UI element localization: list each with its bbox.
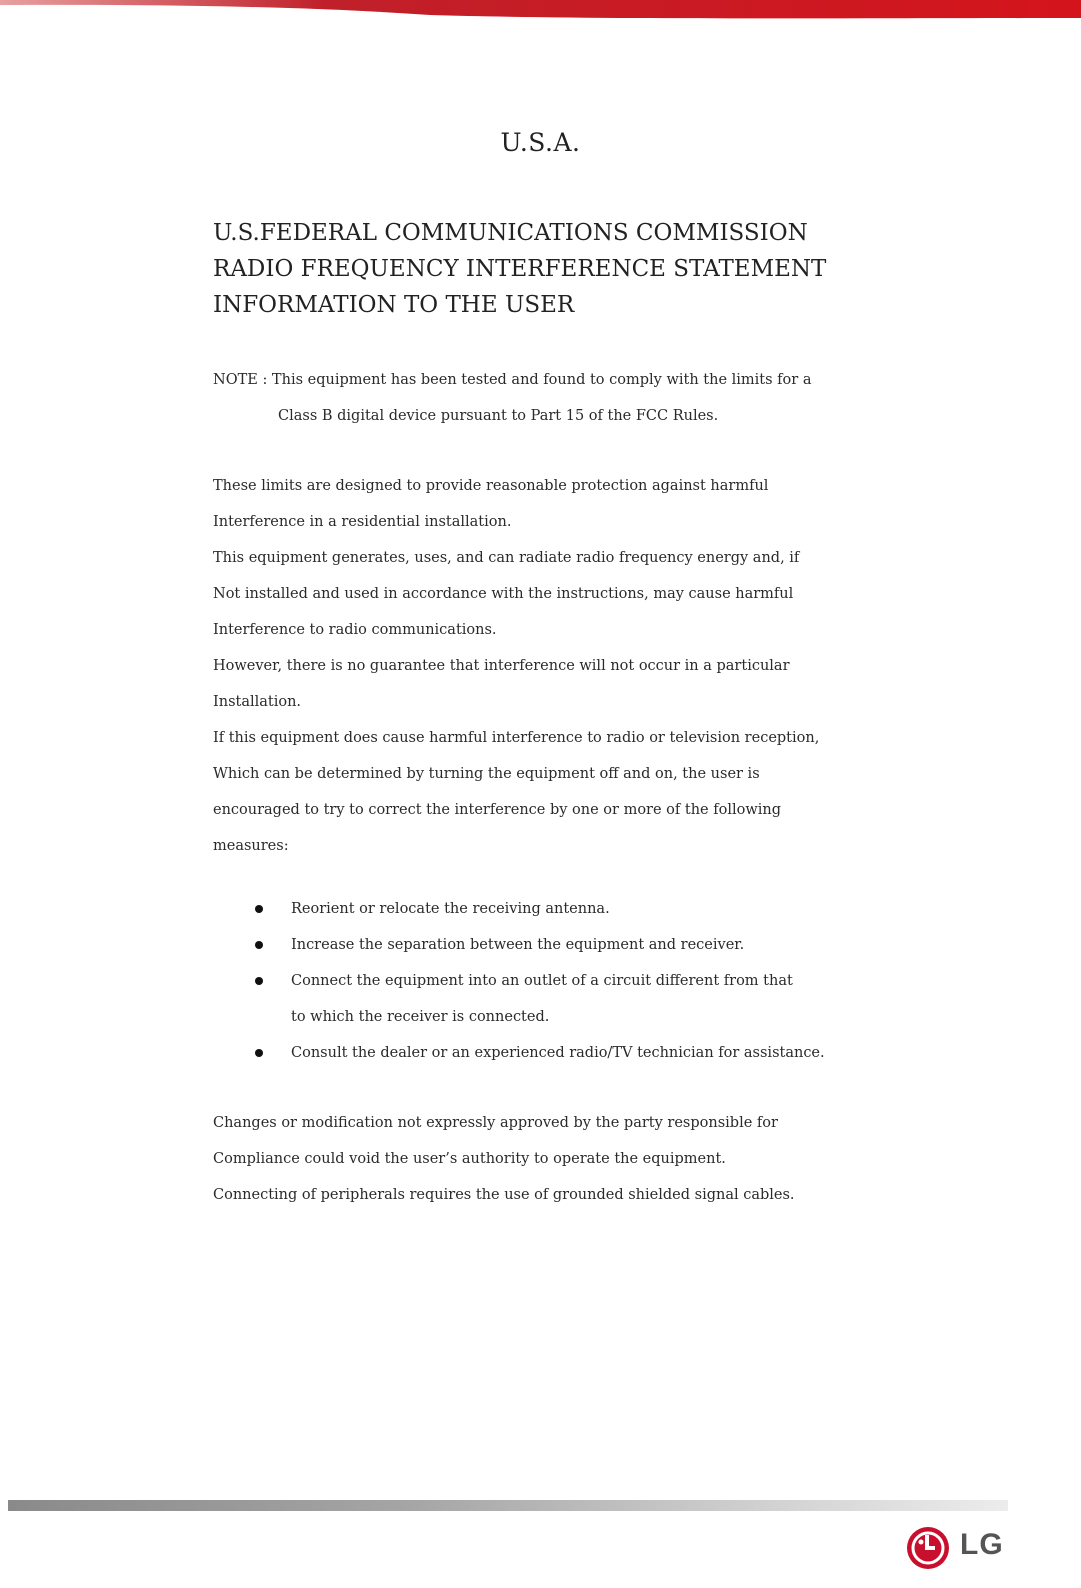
page-title: U.S.A.	[500, 128, 581, 157]
top-decorative-band	[0, 0, 1081, 22]
paragraph-line: However, there is no guarantee that interference will not occur in a particular	[213, 658, 790, 674]
paragraph-line: These limits are designed to provide reasonable protection against harmful	[213, 478, 769, 494]
limits-paragraph	[213, 468, 913, 864]
statement-heading	[213, 215, 913, 323]
paragraph-line: If this equipment does cause harmful interference to radio or television reception,	[213, 730, 820, 746]
list-item-text: Reorient or relocate the receiving antenna.	[291, 901, 610, 917]
closing-paragraph	[213, 1105, 913, 1213]
note-line: Class B digital device pursuant to Part 15 of the FCC Rules.	[278, 408, 719, 424]
list-item	[255, 1035, 955, 1071]
paragraph-line: Installation.	[213, 694, 302, 710]
paragraph-line: Interference in a residential installation.	[213, 514, 512, 530]
list-item-text: Consult the dealer or an experienced radio/TV technician for assistance.	[291, 1045, 825, 1061]
list-item	[255, 963, 955, 1035]
heading-line: INFORMATION TO THE USER	[213, 292, 575, 318]
list-item-text: Connect the equipment into an outlet of a circuit different from that	[291, 973, 793, 989]
measures-list	[255, 891, 955, 1071]
heading-line: U.S.FEDERAL COMMUNICATIONS COMMISSION	[213, 220, 808, 246]
bullet-icon	[255, 1049, 263, 1057]
paragraph-line: Changes or modification not expressly approved by the party responsible for	[213, 1115, 778, 1131]
bullet-icon	[255, 941, 263, 949]
paragraph-line: Not installed and used in accordance with the instructions, may cause harmful	[213, 586, 794, 602]
footer-divider	[8, 1500, 1008, 1511]
paragraph-line: This equipment generates, uses, and can radiate radio frequency energy and, if	[213, 550, 800, 566]
list-item-text: to which the receiver is connected.	[291, 1009, 550, 1025]
list-item	[255, 927, 955, 963]
heading-line: RADIO FREQUENCY INTERFERENCE STATEMENT	[213, 256, 827, 282]
bullet-icon	[255, 905, 263, 913]
note-line: NOTE : This equipment has been tested and found to comply with the limits for a	[213, 372, 812, 388]
paragraph-line: Interference to radio communications.	[213, 622, 497, 638]
paragraph-line: Which can be determined by turning the equipment off and on, the user is	[213, 766, 760, 782]
list-item-text: Increase the separation between the equipment and receiver.	[291, 937, 745, 953]
paragraph-line: Connecting of peripherals requires the use of grounded shielded signal cables.	[213, 1187, 795, 1203]
bullet-icon	[255, 977, 263, 985]
paragraph-line: encouraged to try to correct the interference by one or more of the following	[213, 802, 782, 818]
list-item	[255, 891, 955, 927]
paragraph-line: measures:	[213, 838, 289, 854]
paragraph-line: Compliance could void the user’s authority to operate the equipment.	[213, 1151, 726, 1167]
logo-wordmark: LG	[960, 1528, 1004, 1561]
lg-logo	[906, 1526, 1016, 1570]
lg-face-icon	[906, 1526, 950, 1570]
note-text	[213, 362, 913, 398]
